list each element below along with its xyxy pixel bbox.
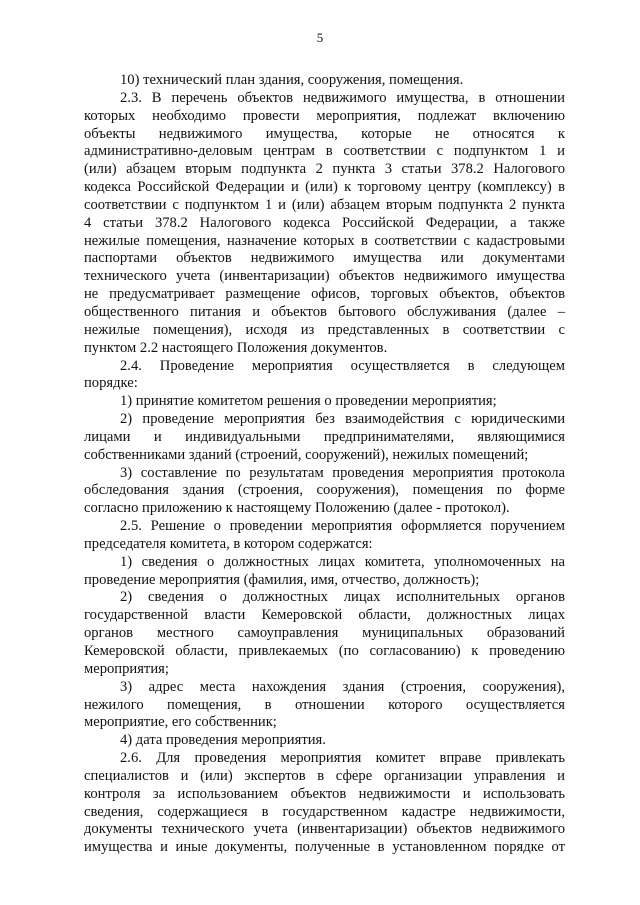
text-line: 1) принятие комитетом решения о проведении мероприятия;: [120, 393, 497, 410]
text-line: кодекса Российской Федерации и (или) к торговому центру (комплексу) в: [84, 179, 565, 196]
text-line: 2.5. Решение о проведении мероприятия оформляется поручением: [120, 518, 565, 535]
text-line: пунктом 2.2 настоящего Положения документов.: [84, 339, 388, 356]
text-line: не предусматривает размещение офисов, торговых объектов, объектов: [84, 286, 565, 303]
text-line: 2.4. Проведение мероприятия осуществляется в следующем: [120, 357, 565, 374]
text-line: мероприятия;: [84, 660, 169, 677]
text-line: 3) адрес места нахождения здания (строения, сооружения),: [120, 678, 565, 695]
text-line: 2.3. В перечень объектов недвижимого имущества, в отношении: [120, 89, 565, 106]
text-line: 2.6. Для проведения мероприятия комитет вправе привлекать: [120, 750, 565, 767]
text-line: документы технического учета (инвентаризации) объектов недвижимого: [84, 821, 565, 838]
text-line: соответствии с подпунктом 1 и (или) абзацем вторым подпункта 2 пункта: [84, 196, 565, 213]
text-line: имущества и иные документы, полученные в установленном порядке от: [84, 839, 565, 856]
text-line: специалистов и (или) экспертов в сфере организации управления и: [84, 767, 565, 784]
text-line: технического учета (инвентаризации) объектов недвижимого имущества: [84, 268, 565, 285]
text-line: лицами и индивидуальными предпринимателями, являющимися: [84, 428, 565, 445]
text-line: 3) составление по результатам проведения мероприятия протокола: [120, 464, 565, 481]
text-line: 4 статьи 378.2 Налогового кодекса Российской Федерации, а также: [84, 214, 565, 231]
text-line: контроля за использованием объектов недвижимости и использовать: [84, 785, 565, 802]
text-line: согласно приложению к настоящему Положению (далее - протокол).: [84, 500, 510, 517]
text-line: паспортами объектов недвижимого имущества или документами: [84, 250, 565, 267]
text-line: 4) дата проведения мероприятия.: [120, 732, 326, 749]
text-line: которых необходимо провести мероприятия, подлежат включению: [84, 107, 565, 124]
text-line: (или) абзацем вторым подпункта 2 пункта 3 статьи 378.2 Налогового: [84, 161, 565, 178]
text-line: порядке:: [84, 375, 138, 392]
text-line: собственниками зданий (строений, сооружений), нежилых помещений;: [84, 446, 529, 463]
text-line: 10) технический план здания, сооружения, помещения.: [120, 72, 464, 88]
text-line: общественного питания и объектов бытового обслуживания (далее –: [84, 303, 565, 320]
text-line: нежилого помещения, в отношении которого осуществляется: [84, 696, 565, 713]
text-line: 2) проведение мероприятия без взаимодействия с юридическими: [120, 411, 565, 428]
text-line: Кемеровской области, привлекаемых (по согласованию) к проведению: [84, 643, 565, 659]
body-text: [84, 72, 565, 857]
text-line: председателя комитета, в котором содержатся:: [84, 535, 373, 552]
page-number: 5: [316, 30, 324, 45]
text-line: административно-деловым центрам в соответствии с подпунктом 1 и: [84, 143, 565, 160]
text-line: органов местного самоуправления муниципальных образований: [84, 625, 565, 642]
text-line: государственной власти Кемеровской области, должностных лицах: [84, 607, 565, 624]
text-line: нежилые помещения), исходя из представленных в соответствии с: [84, 321, 565, 338]
text-line: 2) сведения о должностных лицах исполнительных органов: [120, 589, 565, 606]
text-line: проведение мероприятия (фамилия, имя, отчество, должность);: [84, 571, 480, 588]
text-line: объекты недвижимого имущества, которые не относятся к: [84, 125, 565, 142]
text-line: нежилые помещения, назначение которых в соответствии с кадастровыми: [84, 232, 565, 249]
text-line: мероприятие, его собственник;: [84, 714, 277, 731]
text-line: 1) сведения о должностных лицах комитета, уполномоченных на: [120, 553, 565, 570]
text-line: обследования здания (строения, сооружения), помещения по форме: [84, 482, 565, 499]
text-line: сведения, содержащиеся в государственном кадастре недвижимости,: [84, 803, 565, 820]
